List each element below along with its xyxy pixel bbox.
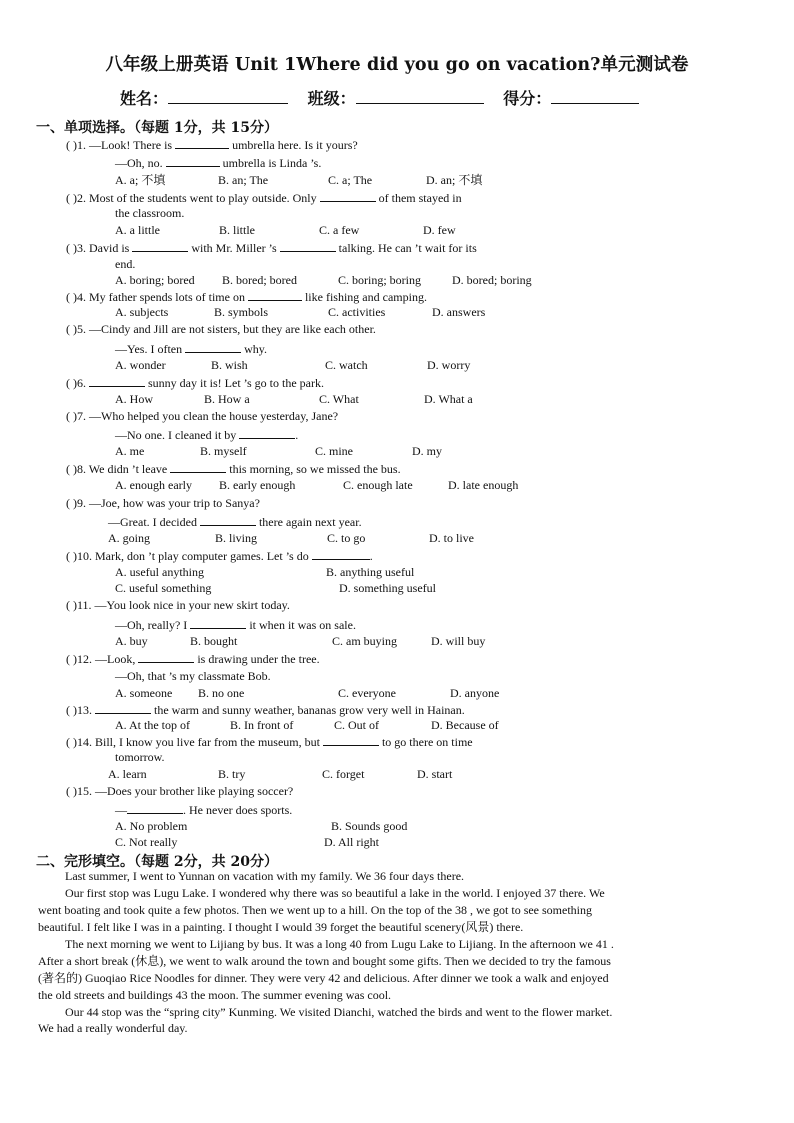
answer-blank[interactable] <box>170 461 226 473</box>
option[interactable]: D. bored; boring <box>452 273 532 287</box>
option[interactable]: C. am buying <box>332 634 397 648</box>
answer-blank[interactable] <box>320 190 376 202</box>
option[interactable]: A. going <box>108 531 150 545</box>
option[interactable]: D. answers <box>432 305 486 319</box>
option[interactable]: D. an; 不填 <box>426 173 483 187</box>
option[interactable]: D. something useful <box>339 581 436 595</box>
question-10: ( )10. Mark, don ’t play computer games. Let ’s do . <box>66 549 373 563</box>
question-6: ( )6. sunny day it is! Let ’s go to the park. <box>66 376 324 390</box>
score-label: 得分： <box>503 89 552 108</box>
option[interactable]: C. mine <box>315 444 353 458</box>
option[interactable]: C. a few <box>319 223 360 237</box>
question-1: ( )1. —Look! There is umbrella here. Is it yours? <box>66 138 358 152</box>
passage-line: went boating and took quite a few photos. Then we went up to a hill. On the top of the 38 , we got to see something <box>38 903 593 917</box>
option[interactable]: A. boring; bored <box>115 273 195 287</box>
option[interactable]: B. wish <box>211 358 248 372</box>
option[interactable]: D. my <box>412 444 442 458</box>
question-3-line2: end. <box>115 257 136 271</box>
class-label: 班级： <box>307 89 356 108</box>
option[interactable]: A. At the top of <box>115 718 190 732</box>
passage-line: Our first stop was Lugu Lake. I wondered why there was so beautiful a lake in the world. I enjoyed 37 there. We <box>65 886 605 900</box>
question-3: ( )3. David is with Mr. Miller ’s talking. He can ’t wait for its <box>66 241 477 255</box>
question-12-line2: —Oh, that ’s my classmate Bob. <box>115 669 271 683</box>
option[interactable]: C. enough late <box>343 478 413 492</box>
answer-blank[interactable] <box>323 734 379 746</box>
question-15: ( )15. —Does your brother like playing soccer? <box>66 784 294 798</box>
page-title: 八年级上册英语 Unit 1Where did you go on vacation?单元测试卷 <box>105 55 689 75</box>
question-2-line2: the classroom. <box>115 206 185 220</box>
option[interactable]: A. useful anything <box>115 565 204 579</box>
option[interactable]: C. Not really <box>115 835 178 849</box>
section-heading-cloze: 二、完形填空。（每题 2分，共 20分） <box>36 854 278 870</box>
option[interactable]: B. no one <box>198 686 245 700</box>
option[interactable]: A. a; 不填 <box>115 173 166 187</box>
option[interactable]: C. useful something <box>115 581 212 595</box>
question-9-line2: —Great. I decided there again next year. <box>108 515 362 529</box>
option[interactable]: C. forget <box>322 767 365 781</box>
answer-blank[interactable] <box>248 289 302 301</box>
option[interactable]: A. buy <box>115 634 148 648</box>
option[interactable]: C. Out of <box>334 718 379 732</box>
option[interactable]: A. enough early <box>115 478 192 492</box>
option[interactable]: C. to go <box>327 531 366 545</box>
answer-blank[interactable] <box>190 617 246 629</box>
name-blank[interactable] <box>168 89 288 104</box>
option[interactable]: B. In front of <box>230 718 294 732</box>
name-label: 姓名： <box>120 89 169 108</box>
option[interactable]: D. few <box>423 223 456 237</box>
option[interactable]: C. boring; boring <box>338 273 421 287</box>
answer-blank[interactable] <box>132 240 188 252</box>
question-14: ( )14. Bill, I know you live far from the museum, but to go there on time <box>66 735 473 749</box>
answer-blank[interactable] <box>89 375 145 387</box>
option[interactable]: A. No problem <box>115 819 188 833</box>
option[interactable]: B. try <box>218 767 246 781</box>
option[interactable]: B. bored; bored <box>222 273 297 287</box>
option[interactable]: B. living <box>215 531 258 545</box>
answer-blank[interactable] <box>200 514 256 526</box>
passage-line: the old streets and buildings 43 the moon. The summer evening was cool. <box>38 988 392 1002</box>
option[interactable]: D. late enough <box>448 478 519 492</box>
passage-line: Last summer, I went to Yunnan on vacation with my family. We 36 four days there. <box>65 869 465 883</box>
option[interactable]: D. What a <box>424 392 473 406</box>
option[interactable]: D. start <box>417 767 453 781</box>
option[interactable]: B. little <box>219 223 255 237</box>
passage-line: We had a really wonderful day. <box>38 1021 188 1035</box>
option[interactable]: C. everyone <box>338 686 396 700</box>
option[interactable]: A. me <box>115 444 145 458</box>
question-2: ( )2. Most of the students went to play outside. Only of them stayed in <box>66 191 462 205</box>
answer-blank[interactable] <box>138 651 194 663</box>
option[interactable]: C. watch <box>325 358 368 372</box>
question-5-line2: —Yes. I often why. <box>115 342 268 356</box>
option[interactable]: D. Because of <box>431 718 499 732</box>
class-blank[interactable] <box>356 89 484 104</box>
question-11: ( )11. —You look nice in your new skirt today. <box>66 598 290 612</box>
option[interactable]: D. worry <box>427 358 471 372</box>
option[interactable]: B. early enough <box>219 478 296 492</box>
option[interactable]: D. will buy <box>431 634 486 648</box>
answer-blank[interactable] <box>280 240 336 252</box>
option[interactable]: A. learn <box>108 767 147 781</box>
option[interactable]: B. Sounds good <box>331 819 408 833</box>
option[interactable]: C. activities <box>328 305 386 319</box>
question-11-line2: —Oh, really? I it when it was on sale. <box>115 618 356 632</box>
option[interactable]: B. anything useful <box>326 565 415 579</box>
option[interactable]: D. to live <box>429 531 474 545</box>
answer-blank[interactable] <box>95 702 151 714</box>
answer-blank[interactable] <box>312 548 370 560</box>
option[interactable]: D. anyone <box>450 686 500 700</box>
option[interactable]: B. an; The <box>218 173 269 187</box>
passage-line: (著名的) Guoqiao Rice Noodles for dinner. They were very 42 and delicious. After dinner we took a walk and enjoyed <box>38 971 609 985</box>
question-13: ( )13. the warm and sunny weather, bananas grow very well in Hainan. <box>66 703 465 717</box>
question-5: ( )5. —Cindy and Jill are not sisters, but they are like each other. <box>66 322 376 336</box>
option[interactable]: C. What <box>319 392 359 406</box>
passage-line: After a short break (休息), we went to walk around the town and bought some gifts. Then we decided to try the famous <box>38 954 611 968</box>
option[interactable]: A. a little <box>115 223 160 237</box>
answer-blank[interactable] <box>127 802 183 814</box>
option[interactable]: D. All right <box>324 835 380 849</box>
question-14-line2: tomorrow. <box>115 750 165 764</box>
passage-line: Our 44 stop was the “spring city” Kunming. We visited Dianchi, watched the birds and went to the flower market. <box>65 1005 613 1019</box>
option[interactable]: B. symbols <box>214 305 269 319</box>
question-4: ( )4. My father spends lots of time on like fishing and camping. <box>66 290 427 304</box>
option[interactable]: A. someone <box>115 686 173 700</box>
section-heading-single-choice: 一、单项选择。（每题 1分，共 15分） <box>36 120 278 136</box>
answer-blank[interactable] <box>185 341 241 353</box>
passage-line: The next morning we went to Lijiang by bus. It was a long 40 from Lugu Lake to Lijiang. In the afternoon we 41 . <box>65 937 614 951</box>
option[interactable]: B. myself <box>200 444 247 458</box>
answer-blank[interactable] <box>175 137 229 149</box>
option[interactable]: A. wonder <box>115 358 166 372</box>
passage-line: beautiful. I felt like I was in a painting. I thought I would 39 forget the beautiful scenery(风景) there. <box>38 920 524 934</box>
option[interactable]: A. How <box>115 392 153 406</box>
question-9: ( )9. —Joe, how was your trip to Sanya? <box>66 496 260 510</box>
student-info-line <box>120 86 653 109</box>
question-12: ( )12. —Look, is drawing under the tree. <box>66 652 320 666</box>
question-1-line2: —Oh, no. umbrella is Linda ’s. <box>115 156 322 170</box>
score-blank[interactable] <box>551 89 639 104</box>
option[interactable]: B. bought <box>190 634 238 648</box>
option[interactable]: B. How a <box>204 392 250 406</box>
option[interactable]: A. subjects <box>115 305 169 319</box>
option[interactable]: C. a; The <box>328 173 373 187</box>
question-7-line2: —No one. I cleaned it by . <box>115 428 299 442</box>
question-7: ( )7. —Who helped you clean the house yesterday, Jane? <box>66 409 339 423</box>
answer-blank[interactable] <box>166 155 220 167</box>
answer-blank[interactable] <box>239 427 295 439</box>
question-8: ( )8. We didn ’t leave this morning, so we missed the bus. <box>66 462 401 476</box>
question-15-line2: — . He never does sports. <box>115 803 293 817</box>
